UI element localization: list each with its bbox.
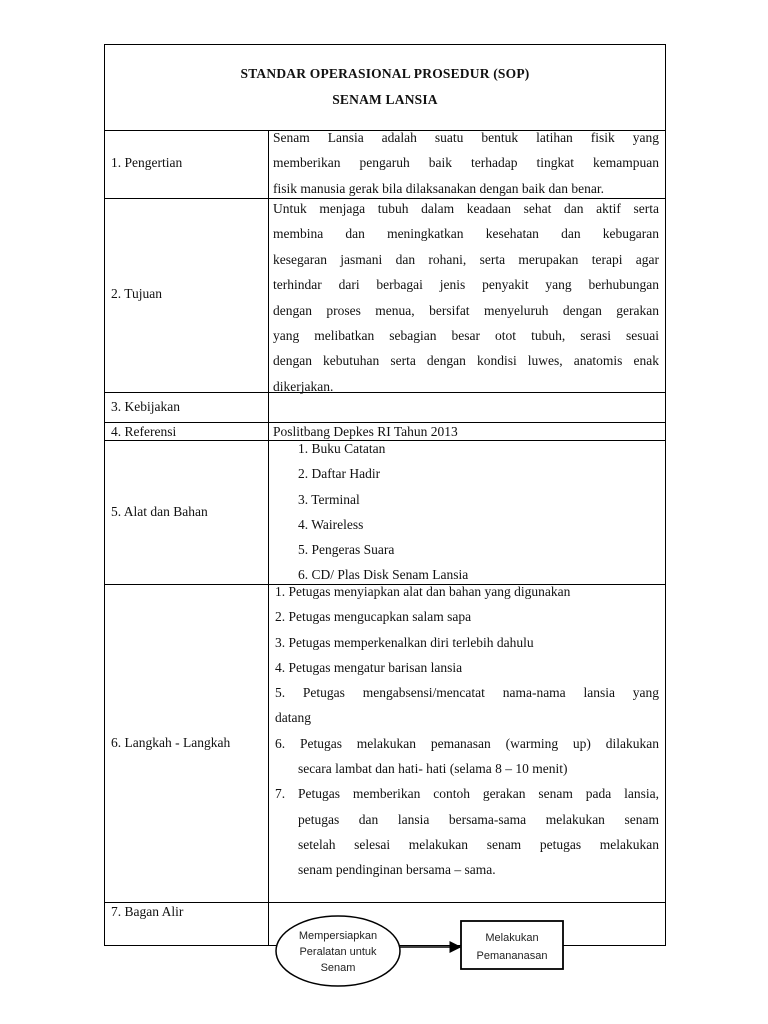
- row-label-langkah: 6. Langkah - Langkah: [111, 735, 231, 750]
- list-item-continuation: petugas dan lansia bersama-sama melakukan senam: [298, 811, 659, 827]
- list-item-continuation: senam pendinginan bersama – sama.: [298, 862, 496, 878]
- flowchart: [270, 895, 570, 995]
- text-line: dikerjakan.: [273, 378, 334, 394]
- row-label-alat-bahan: 5. Alat dan Bahan: [111, 504, 208, 519]
- list-item: 2. Petugas mengucapkan salam sapa: [275, 609, 472, 625]
- row-divider: [104, 422, 666, 423]
- list-item: 4. Waireless: [298, 516, 364, 532]
- list-item: 7. Petugas memberikan contoh gerakan senam pada lansia,: [275, 786, 659, 802]
- list-item: 5. Pengeras Suara: [298, 542, 395, 558]
- list-item-continuation: secara lambat dan hati- hati (selama 8 – 10 menit): [298, 761, 568, 777]
- alat-bahan-list: [298, 436, 468, 588]
- list-item: 3. Petugas memperkenalkan diri terlebih dahulu: [275, 634, 534, 650]
- list-item: 6. CD/ Plas Disk Senam Lansia: [298, 567, 469, 583]
- row-label-bagan-alir: 7. Bagan Alir: [111, 904, 184, 919]
- flow-start-text: Peralatan untuk: [299, 946, 377, 958]
- list-item: 6. Petugas melakukan pemanasan (warming up) dilakukan: [275, 735, 659, 751]
- row-label-referensi: 4. Referensi: [111, 424, 177, 439]
- list-item: 1. Buku Catatan: [298, 441, 386, 456]
- referensi-value: Poslitbang Depkes RI Tahun 2013: [273, 424, 458, 439]
- tujuan-text: [273, 196, 659, 399]
- flow-step-text: Pemananasan: [476, 950, 548, 962]
- text-line: memberikan pengaruh baik terhadap tingkat kemampuan: [273, 155, 659, 171]
- flow-start-text: Mempersiapkan: [298, 930, 378, 942]
- text-line: kesegaran jasmani dan rohani, serta merupakan terapi agar: [273, 251, 659, 267]
- document-subtitle: SENAM LANSIA: [332, 92, 438, 107]
- flow-step-text: Melakukan: [485, 932, 539, 944]
- text-line: membina dan meningkatkan kesehatan dan kebugaran: [273, 226, 659, 242]
- row-label-kebijakan: 3. Kebijakan: [111, 399, 180, 414]
- row-label-tujuan: 2. Tujuan: [111, 286, 163, 301]
- text-line: yang melibatkan sebagian besar otot tubuh, serasi sesuai: [273, 328, 659, 344]
- text-line: Untuk menjaga tubuh dalam keadaan sehat dan aktif serta: [273, 201, 659, 216]
- row-label-pengertian: 1. Pengertian: [111, 155, 183, 170]
- document-title: STANDAR OPERASIONAL PROSEDUR (SOP): [240, 66, 530, 81]
- list-item-continuation: setelah selesai melakukan senam petugas melakukan: [298, 836, 659, 852]
- list-item: 5. Petugas mengabsensi/mencatat nama-nama lansia yang: [275, 685, 659, 701]
- list-item: 2. Daftar Hadir: [298, 466, 381, 482]
- pengertian-text: [273, 125, 659, 201]
- langkah-list: [275, 579, 659, 883]
- text-line: dengan proses menua, bersifat menyeluruh dengan gerakan: [273, 302, 659, 318]
- text-line: terhindar dari berbagai jenis penyakit yang berhubungan: [273, 277, 659, 293]
- list-item: 4. Petugas mengatur barisan lansia: [275, 659, 463, 675]
- list-item: 3. Terminal: [298, 491, 360, 507]
- text-line: Senam Lansia adalah suatu bentuk latihan fisik yang: [273, 130, 659, 145]
- list-item-continuation: datang: [275, 710, 311, 726]
- flow-start-text: Senam: [320, 962, 356, 974]
- text-line: fisik manusia gerak bila dilaksanakan dengan baik dan benar.: [273, 180, 605, 196]
- column-divider: [268, 130, 269, 946]
- text-line: dengan kebutuhan serta dengan kondisi luwes, anatomis enak: [273, 353, 659, 369]
- list-item: 1. Petugas menyiapkan alat dan bahan yang digunakan: [275, 584, 571, 599]
